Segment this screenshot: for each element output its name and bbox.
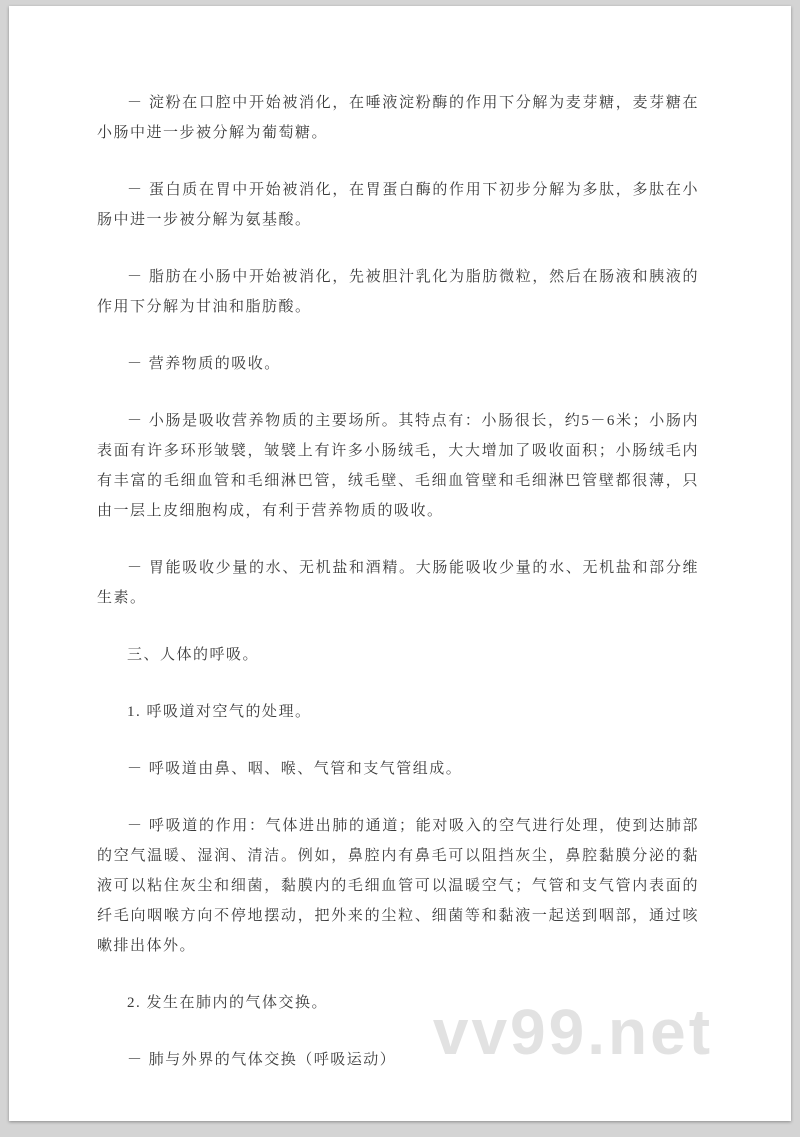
paragraph-nutrient-absorption-heading: － 营养物质的吸收。 xyxy=(127,356,281,372)
paragraph-small-intestine-absorption: － 小肠是吸收营养物质的主要场所。其特点有：小肠很长，约5－6米；小肠内表面有许多环形皱襞，皱襞上有许多小肠绒毛，大大增加了吸收面积；小肠绒毛内有丰富的毛细血管和毛细淋巴管，绒毛壁、毛细血管壁和毛细淋巴管壁都很薄，只由一层上皮细胞构成，有利于营养物质的吸收。 xyxy=(97,413,699,519)
paragraph-fat-digestion: － 脂肪在小肠中开始被消化，先被胆汁乳化为脂肪微粒，然后在肠液和胰液的作用下分解为甘油和脂肪酸。 xyxy=(97,269,699,315)
paragraph-stomach-large-intestine-absorption: － 胃能吸收少量的水、无机盐和酒精。大肠能吸收少量的水、无机盐和部分维生素。 xyxy=(97,560,699,606)
subsection-gas-exchange: 2. 发生在肺内的气体交换。 xyxy=(127,995,329,1011)
watermark-text: vv99.net xyxy=(432,996,713,1068)
paragraph-starch-digestion: － 淀粉在口腔中开始被消化，在唾液淀粉酶的作用下分解为麦芽糖，麦芽糖在小肠中进一步被分解为葡萄糖。 xyxy=(97,95,699,141)
document-page xyxy=(9,6,791,1121)
document-body xyxy=(9,6,791,1075)
paragraph-airway-composition: － 呼吸道由鼻、咽、喉、气管和支气管组成。 xyxy=(127,761,463,777)
section-heading-respiration: 三、人体的呼吸。 xyxy=(127,647,260,663)
paragraph-lung-external-exchange: － 肺与外界的气体交换（呼吸运动） xyxy=(127,1052,397,1068)
paragraph-protein-digestion: － 蛋白质在胃中开始被消化，在胃蛋白酶的作用下初步分解为多肽，多肽在小肠中进一步被分解为氨基酸。 xyxy=(97,182,699,228)
subsection-airway-processing: 1. 呼吸道对空气的处理。 xyxy=(127,704,312,720)
paragraph-airway-function: － 呼吸道的作用：气体进出肺的通道；能对吸入的空气进行处理，使到达肺部的空气温暖、湿润、清洁。例如，鼻腔内有鼻毛可以阻挡灰尘，鼻腔黏膜分泌的黏液可以粘住灰尘和细菌，黏膜内的毛细血管可以温暖空气；气管和支气管内表面的纤毛向咽喉方向不停地摆动，把外来的尘粒、细菌等和黏液一起送到咽部，通过咳嗽排出体外。 xyxy=(97,818,699,954)
